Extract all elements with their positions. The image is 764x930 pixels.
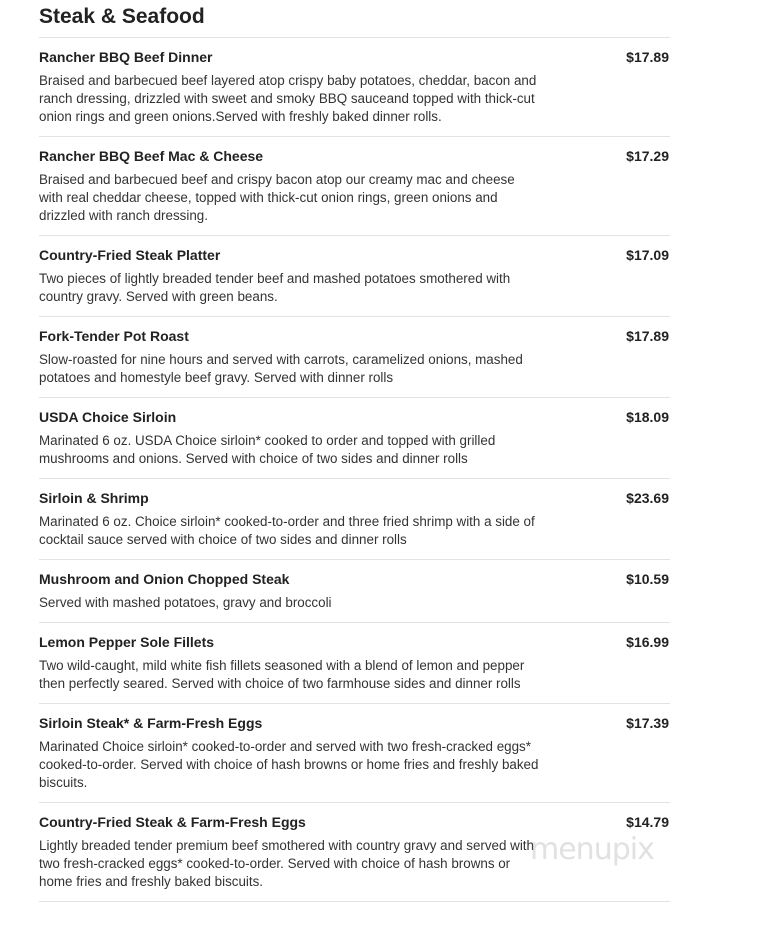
menu-item-price: $17.39	[626, 715, 669, 731]
menu-item-name: Rancher BBQ Beef Mac & Cheese	[39, 148, 264, 164]
menu-item-description: Two pieces of lightly breaded tender beef and mashed potatoes smothered with country gravy. Served with green beans.	[39, 271, 511, 304]
menu-item	[39, 560, 670, 623]
watermark-logo: menupix	[530, 832, 654, 867]
menu-item-description: Two wild-caught, mild white fish fillets seasoned with a blend of lemon and pepper then perfectly seared. Served with choice of two farmhouse sides and dinner rolls	[39, 658, 525, 691]
menu-item-description: Marinated Choice sirloin* cooked-to-order and served with two fresh-cracked eggs* cooked-to-order. Served with choice of hash browns or home fries and freshly baked biscuits.	[39, 739, 539, 790]
menu-item-name: Sirloin & Shrimp	[39, 490, 149, 506]
menu-item-description: Served with mashed potatoes, gravy and broccoli	[39, 595, 332, 610]
section-title: Steak & Seafood	[39, 0, 670, 38]
menu-item-description: Slow-roasted for nine hours and served with carrots, caramelized onions, mashed potatoes and homestyle beef gravy. Served with dinner rolls	[39, 352, 523, 385]
menu-item-description: Lightly breaded tender premium beef smothered with country gravy and served with two fresh-cracked eggs* cooked-to-order. Served with choice of hash browns or home fries and freshly baked biscuits.	[39, 838, 534, 889]
menu-item-name: Fork-Tender Pot Roast	[39, 328, 189, 344]
menu-item	[39, 479, 670, 560]
menu-item-name: Lemon Pepper Sole Fillets	[39, 634, 215, 650]
menu-item	[39, 137, 670, 236]
menu-item-description: Braised and barbecued beef layered atop crispy baby potatoes, cheddar, bacon and ranch dressing, drizzled with sweet and smoky BBQ sauceand topped with thick-cut onion rings and green onions.Served with freshly baked dinner rolls.	[39, 73, 537, 124]
menu-item-name: Country-Fried Steak & Farm-Fresh Eggs	[39, 814, 306, 830]
menu-item-description: Marinated 6 oz. USDA Choice sirloin* cooked to order and topped with grilled mushrooms and onions. Served with choice of two sides and dinner rolls	[39, 433, 496, 466]
menu-item	[39, 236, 670, 317]
menu-item-price: $10.59	[626, 571, 669, 587]
menu-item	[39, 317, 670, 398]
menu-item-description: Marinated 6 oz. Choice sirloin* cooked-to-order and three fried shrimp with a side of cocktail sauce served with choice of two sides and dinner rolls	[39, 514, 535, 547]
menu-item	[39, 38, 670, 137]
menu-item	[39, 398, 670, 479]
menu-item-price: $18.09	[626, 409, 669, 425]
menu-item-name: Sirloin Steak* & Farm-Fresh Eggs	[39, 715, 263, 731]
menu-item-name: Rancher BBQ Beef Dinner	[39, 49, 213, 65]
menu-item-price: $23.69	[626, 490, 669, 506]
menu-item-name: Country-Fried Steak Platter	[39, 247, 221, 263]
menu-section	[39, 0, 670, 902]
menu-item-name: Mushroom and Onion Chopped Steak	[39, 571, 290, 587]
menu-item	[39, 704, 670, 803]
menu-item-price: $17.29	[626, 148, 669, 164]
menu-item	[39, 623, 670, 704]
menu-item-price: $17.89	[626, 49, 669, 65]
menu-item-price: $16.99	[626, 634, 669, 650]
menu-item-price: $14.79	[626, 814, 669, 830]
menu-item-name: USDA Choice Sirloin	[39, 409, 177, 425]
menu-item-price: $17.89	[626, 328, 669, 344]
menu-item-price: $17.09	[626, 247, 669, 263]
menu-item-description: Braised and barbecued beef and crispy bacon atop our creamy mac and cheese with real cheddar cheese, topped with thick-cut onion rings, green onions and drizzled with ranch dressing.	[39, 172, 515, 223]
